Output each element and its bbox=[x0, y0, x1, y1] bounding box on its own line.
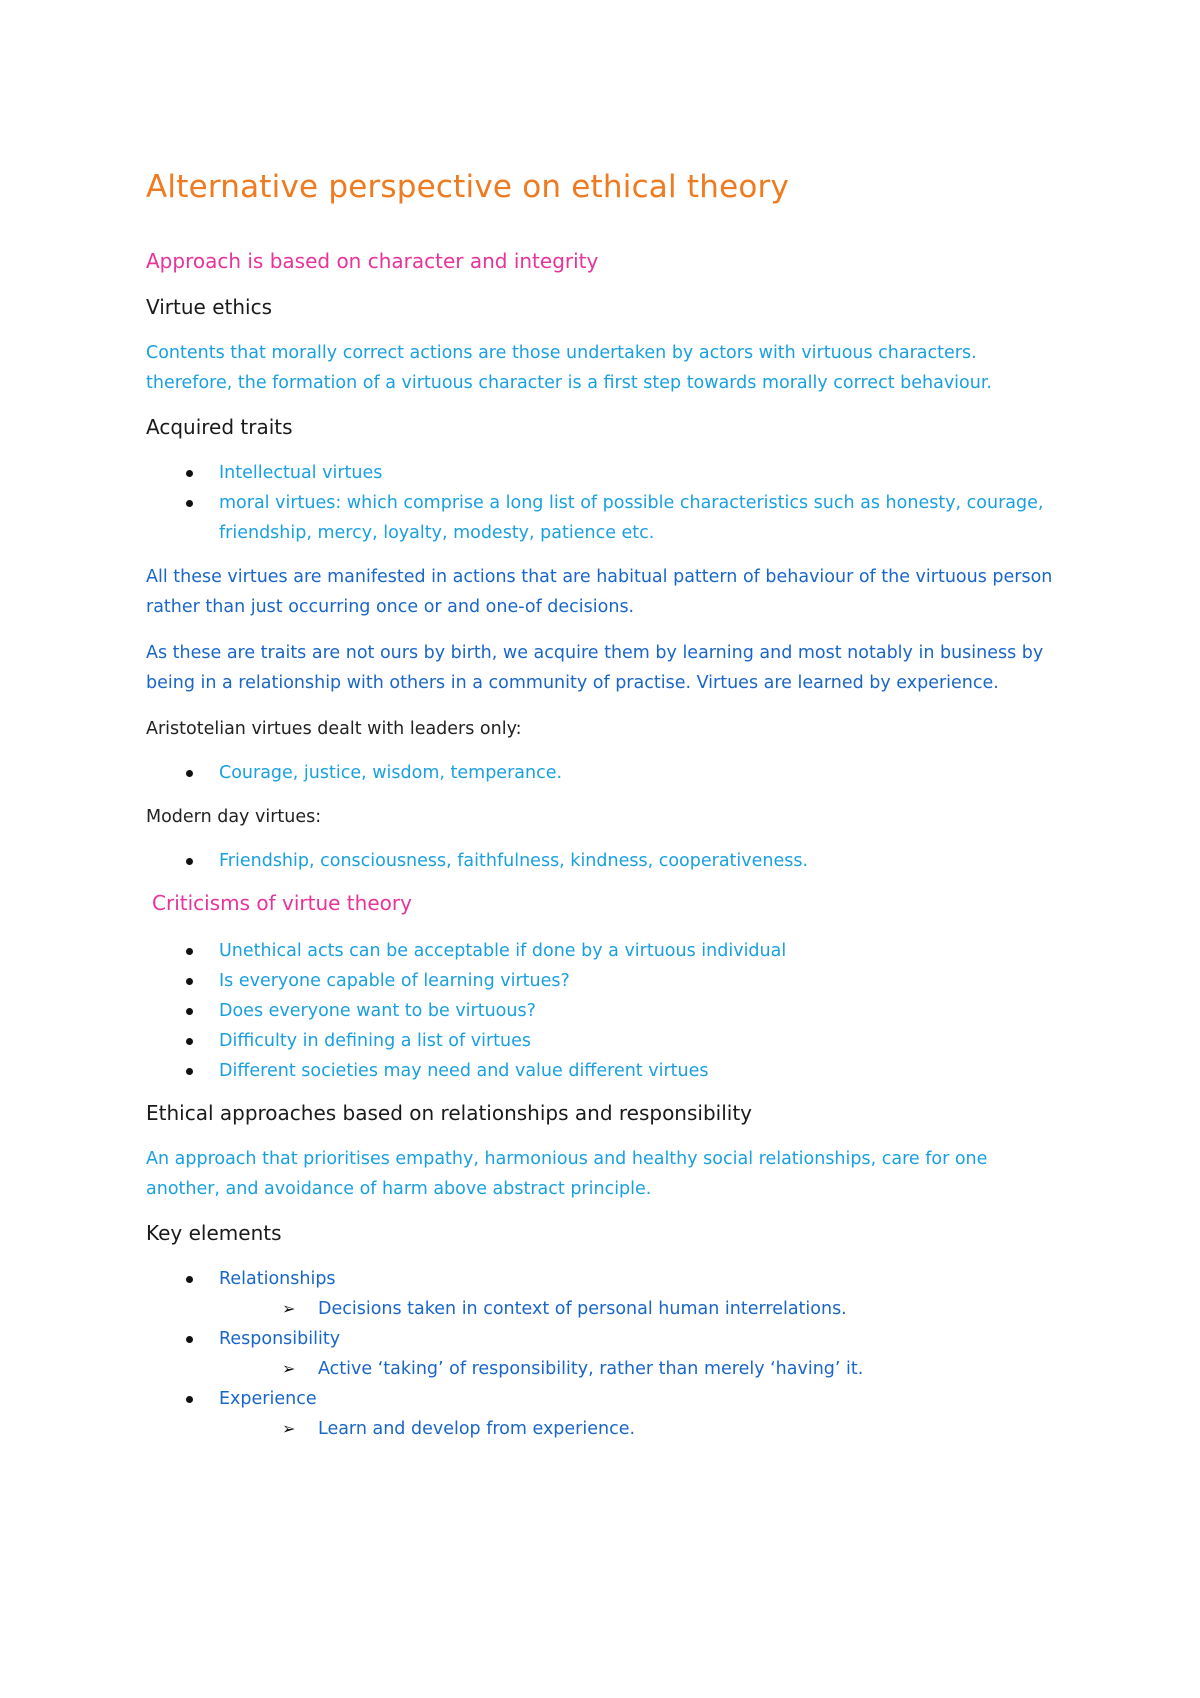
sub-list bbox=[219, 1354, 1066, 1384]
sub-list bbox=[219, 1414, 1066, 1444]
acquired-traits-list bbox=[146, 458, 1066, 548]
list-item bbox=[146, 1384, 1066, 1444]
virtues-learned-paragraph: As these are traits are not ours by birth, we acquire them by learning and most notably in business by being in a relationship with others in a community of practise. Virtues are learned by experience. bbox=[146, 643, 1044, 693]
list-item-text: Difficulty in defining a list of virtues bbox=[219, 1031, 531, 1051]
list-item-text: Friendship, consciousness, faithfulness, kindness, cooperativeness. bbox=[219, 851, 809, 871]
list-item bbox=[146, 966, 1066, 996]
list-item bbox=[146, 1026, 1066, 1056]
list-item-text: Intellectual virtues bbox=[219, 463, 383, 483]
bullet-icon bbox=[186, 500, 193, 507]
acquired-traits-heading: Acquired traits bbox=[146, 415, 293, 439]
relationships-heading: Ethical approaches based on relationships and responsibility bbox=[146, 1101, 753, 1125]
sub-list bbox=[219, 1294, 1066, 1324]
bullet-icon bbox=[186, 978, 193, 985]
arrow-bullet-icon: ➢ bbox=[282, 1299, 296, 1318]
bullet-icon bbox=[186, 1396, 193, 1403]
bullet-icon bbox=[186, 1068, 193, 1075]
list-item-text: Is everyone capable of learning virtues? bbox=[219, 971, 570, 991]
list-item-text: Relationships bbox=[219, 1269, 336, 1289]
sub-list-item-text: Active ‘taking’ of responsibility, rather than merely ‘having’ it. bbox=[318, 1359, 864, 1379]
list-item-text: Unethical acts can be acceptable if done by a virtuous individual bbox=[219, 941, 787, 961]
list-item bbox=[146, 1324, 1066, 1384]
aristotelian-list bbox=[146, 758, 1066, 788]
sub-list-item bbox=[146, 1294, 1066, 1324]
bullet-icon bbox=[186, 470, 193, 477]
list-item-text: Experience bbox=[219, 1389, 317, 1409]
arrow-bullet-icon: ➢ bbox=[282, 1419, 296, 1438]
key-elements-heading: Key elements bbox=[146, 1221, 282, 1245]
list-item-text: Responsibility bbox=[219, 1329, 341, 1349]
modern-virtues-label: Modern day virtues: bbox=[146, 807, 322, 827]
criticisms-list bbox=[146, 936, 1066, 1086]
relationships-text: An approach that prioritises empathy, harmonious and healthy social relationships, care for one another, and avoidance of harm above abstract principle. bbox=[146, 1149, 988, 1199]
aristotelian-label: Aristotelian virtues dealt with leaders only: bbox=[146, 719, 522, 739]
virtue-ethics-heading: Virtue ethics bbox=[146, 295, 272, 319]
document-content bbox=[146, 168, 1066, 1458]
list-item-text: moral virtues: which comprise a long list of possible characteristics such as honesty, courage, friendship, mercy, loyalty, modesty, patience etc. bbox=[219, 493, 1044, 543]
list-item bbox=[146, 996, 1066, 1026]
list-item bbox=[146, 936, 1066, 966]
sub-list-item bbox=[146, 1354, 1066, 1384]
virtue-ethics-text: Contents that morally correct actions are those undertaken by actors with virtuous characters. therefore, the formation of a virtuous character is a first step towards morally correct behaviour. bbox=[146, 343, 992, 393]
arrow-bullet-icon: ➢ bbox=[282, 1359, 296, 1378]
list-item-text: Different societies may need and value different virtues bbox=[219, 1061, 709, 1081]
criticisms-heading: Criticisms of virtue theory bbox=[152, 891, 412, 915]
modern-virtues-list bbox=[146, 846, 1066, 876]
key-elements-list bbox=[146, 1264, 1066, 1444]
bullet-icon bbox=[186, 1276, 193, 1283]
bullet-icon bbox=[186, 1038, 193, 1045]
section-heading-character: Approach is based on character and integrity bbox=[146, 249, 599, 273]
list-item-text: Does everyone want to be virtuous? bbox=[219, 1001, 536, 1021]
list-item bbox=[146, 1264, 1066, 1324]
virtues-habitual-paragraph: All these virtues are manifested in actions that are habitual pattern of behaviour of the virtuous person rather than just occurring once or and one-of decisions. bbox=[146, 567, 1053, 617]
list-item-text: Courage, justice, wisdom, temperance. bbox=[219, 763, 563, 783]
list-item bbox=[146, 488, 1066, 548]
list-item bbox=[146, 458, 1066, 488]
bullet-icon bbox=[186, 770, 193, 777]
bullet-icon bbox=[186, 1336, 193, 1343]
sub-list-item-text: Decisions taken in context of personal human interrelations. bbox=[318, 1299, 847, 1319]
list-item bbox=[146, 1056, 1066, 1086]
document-title: Alternative perspective on ethical theory bbox=[146, 169, 790, 205]
bullet-icon bbox=[186, 858, 193, 865]
list-item bbox=[146, 758, 1066, 788]
sub-list-item bbox=[146, 1414, 1066, 1444]
bullet-icon bbox=[186, 1008, 193, 1015]
list-item bbox=[146, 846, 1066, 876]
bullet-icon bbox=[186, 948, 193, 955]
sub-list-item-text: Learn and develop from experience. bbox=[318, 1419, 636, 1439]
